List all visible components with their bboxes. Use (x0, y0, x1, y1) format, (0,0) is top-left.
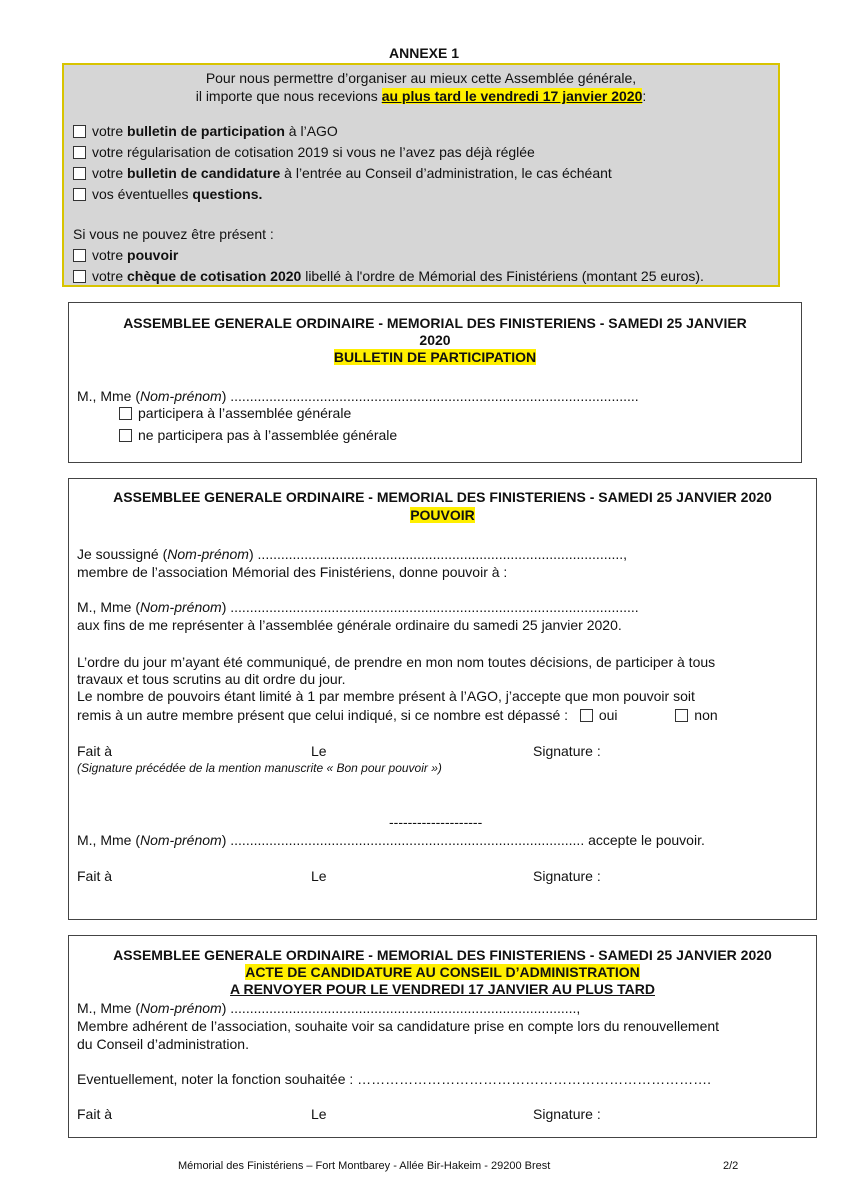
bulletin-box (68, 302, 802, 463)
pouvoir-le-2: Le (311, 868, 327, 884)
pouvoir-paragraph-3: Le nombre de pouvoirs étant limité à 1 par membre présent à l’AGO, j’accepte que mon pouvoir soit (77, 688, 695, 704)
candidature-name-line: M., Mme (Nom-prénom) ........................................................................................., (77, 1000, 581, 1016)
annexe-item-candidature: votre bulletin de candidature à l’entrée au Conseil d’administration, le cas échéant (73, 164, 612, 182)
pouvoir-signature: Signature : (533, 743, 601, 759)
pouvoir-box (68, 478, 817, 920)
candidature-box (68, 935, 817, 1138)
annexe-title: ANNEXE 1 (388, 45, 460, 61)
bulletin-header-2: 2020 (419, 332, 451, 348)
checkbox[interactable] (73, 167, 86, 180)
pouvoir-accept-line: M., Mme (Nom-prénom) ........................................................................................... accepte le pouvoir. (77, 832, 705, 848)
bulletin-header-1: ASSEMBLEE GENERALE ORDINAIRE - MEMORIAL DES FINISTERIENS - SAMEDI 25 JANVIER (123, 315, 747, 331)
annexe-item-participation: votre bulletin de participation à l’AGO (73, 122, 338, 140)
pouvoir-signature-2: Signature : (533, 868, 601, 884)
pouvoir-paragraph-4: remis à un autre membre présent que celui indiqué, si ce nombre est dépassé : oui non (77, 707, 718, 723)
pouvoir-fins: aux fins de me représenter à l’assemblée générale ordinaire du samedi 25 janvier 2020. (77, 617, 622, 633)
pouvoir-fait-a-2: Fait à (77, 868, 113, 884)
candidature-signature: Signature : (533, 1106, 601, 1122)
pouvoir-subtitle: POUVOIR (410, 507, 475, 523)
annexe-box (62, 63, 780, 287)
candidature-text-2: du Conseil d’administration. (77, 1036, 249, 1052)
footer-page-number: 2/2 (723, 1160, 739, 1172)
candidature-fonction: Eventuellement, noter la fonction souhaitée : …………………………………………………………………. (77, 1071, 712, 1087)
pouvoir-paragraph-2: travaux et tous scrutins au dit ordre du jour. (77, 671, 346, 687)
bulletin-subtitle: BULLETIN DE PARTICIPATION (333, 349, 537, 365)
candidature-text-1: Membre adhérent de l’association, souhaite voir sa candidature prise en compte lors du renouvellement (77, 1018, 720, 1034)
checkbox-non[interactable] (675, 709, 688, 722)
pouvoir-header: ASSEMBLEE GENERALE ORDINAIRE - MEMORIAL DES FINISTERIENS - SAMEDI 25 JANVIER 2020 (113, 489, 772, 505)
annexe-intro-1: Pour nous permettre d’organiser au mieux cette Assemblée générale, (205, 70, 637, 86)
bulletin-name-line: M., Mme (Nom-prénom) ......................................................................................................... (77, 388, 639, 404)
bulletin-option-no: ne participera pas à l’assemblée générale (119, 426, 397, 444)
pouvoir-separator: -------------------- (389, 814, 483, 830)
footer-address: Mémorial des Finistériens – Fort Montbarey - Allée Bir-Hakeim - 29200 Brest (178, 1160, 551, 1172)
checkbox[interactable] (73, 125, 86, 138)
pouvoir-membre: membre de l’association Mémorial des Finistériens, donne pouvoir à : (77, 564, 508, 580)
pouvoir-fait-a: Fait à (77, 743, 113, 759)
checkbox-oui[interactable] (580, 709, 593, 722)
bulletin-option-yes: participera à l’assemblée générale (119, 404, 351, 422)
checkbox[interactable] (119, 407, 132, 420)
checkbox[interactable] (73, 270, 86, 283)
pouvoir-soussigne: Je soussigné (Nom-prénom) .............................................................................................., (77, 546, 628, 562)
candidature-header: ASSEMBLEE GENERALE ORDINAIRE - MEMORIAL DES FINISTERIENS - SAMEDI 25 JANVIER 2020 (113, 947, 772, 963)
annexe-item-questions: vos éventuelles questions. (73, 185, 262, 203)
candidature-le: Le (311, 1106, 327, 1122)
annexe-absent-cheque: votre chèque de cotisation 2020 libellé à l'ordre de Mémorial des Finistériens (montant 25 euros). (73, 267, 704, 285)
annexe-intro-2: il importe que nous recevions au plus tard le vendredi 17 janvier 2020: (195, 88, 647, 104)
checkbox[interactable] (119, 429, 132, 442)
checkbox[interactable] (73, 188, 86, 201)
candidature-subtitle-2: A RENVOYER POUR LE VENDREDI 17 JANVIER AU PLUS TARD (230, 981, 655, 997)
annexe-absent-label: Si vous ne pouvez être présent : (73, 226, 274, 242)
pouvoir-le: Le (311, 743, 327, 759)
candidature-subtitle-1: ACTE DE CANDIDATURE AU CONSEIL D’ADMINISTRATION (245, 964, 640, 980)
deadline-highlight: au plus tard le vendredi 17 janvier 2020 (381, 88, 643, 104)
pouvoir-signature-note: (Signature précédée de la mention manuscrite « Bon pour pouvoir ») (77, 761, 442, 775)
annexe-absent-pouvoir: votre pouvoir (73, 246, 178, 264)
checkbox[interactable] (73, 249, 86, 262)
checkbox[interactable] (73, 146, 86, 159)
pouvoir-mandataire: M., Mme (Nom-prénom) ......................................................................................................... (77, 599, 639, 615)
candidature-fait-a: Fait à (77, 1106, 113, 1122)
pouvoir-paragraph-1: L’ordre du jour m’ayant été communiqué, de prendre en mon nom toutes décisions, de participer à tous (77, 654, 716, 670)
annexe-item-cotisation: votre régularisation de cotisation 2019 si vous ne l’avez pas déjà réglée (73, 143, 535, 161)
